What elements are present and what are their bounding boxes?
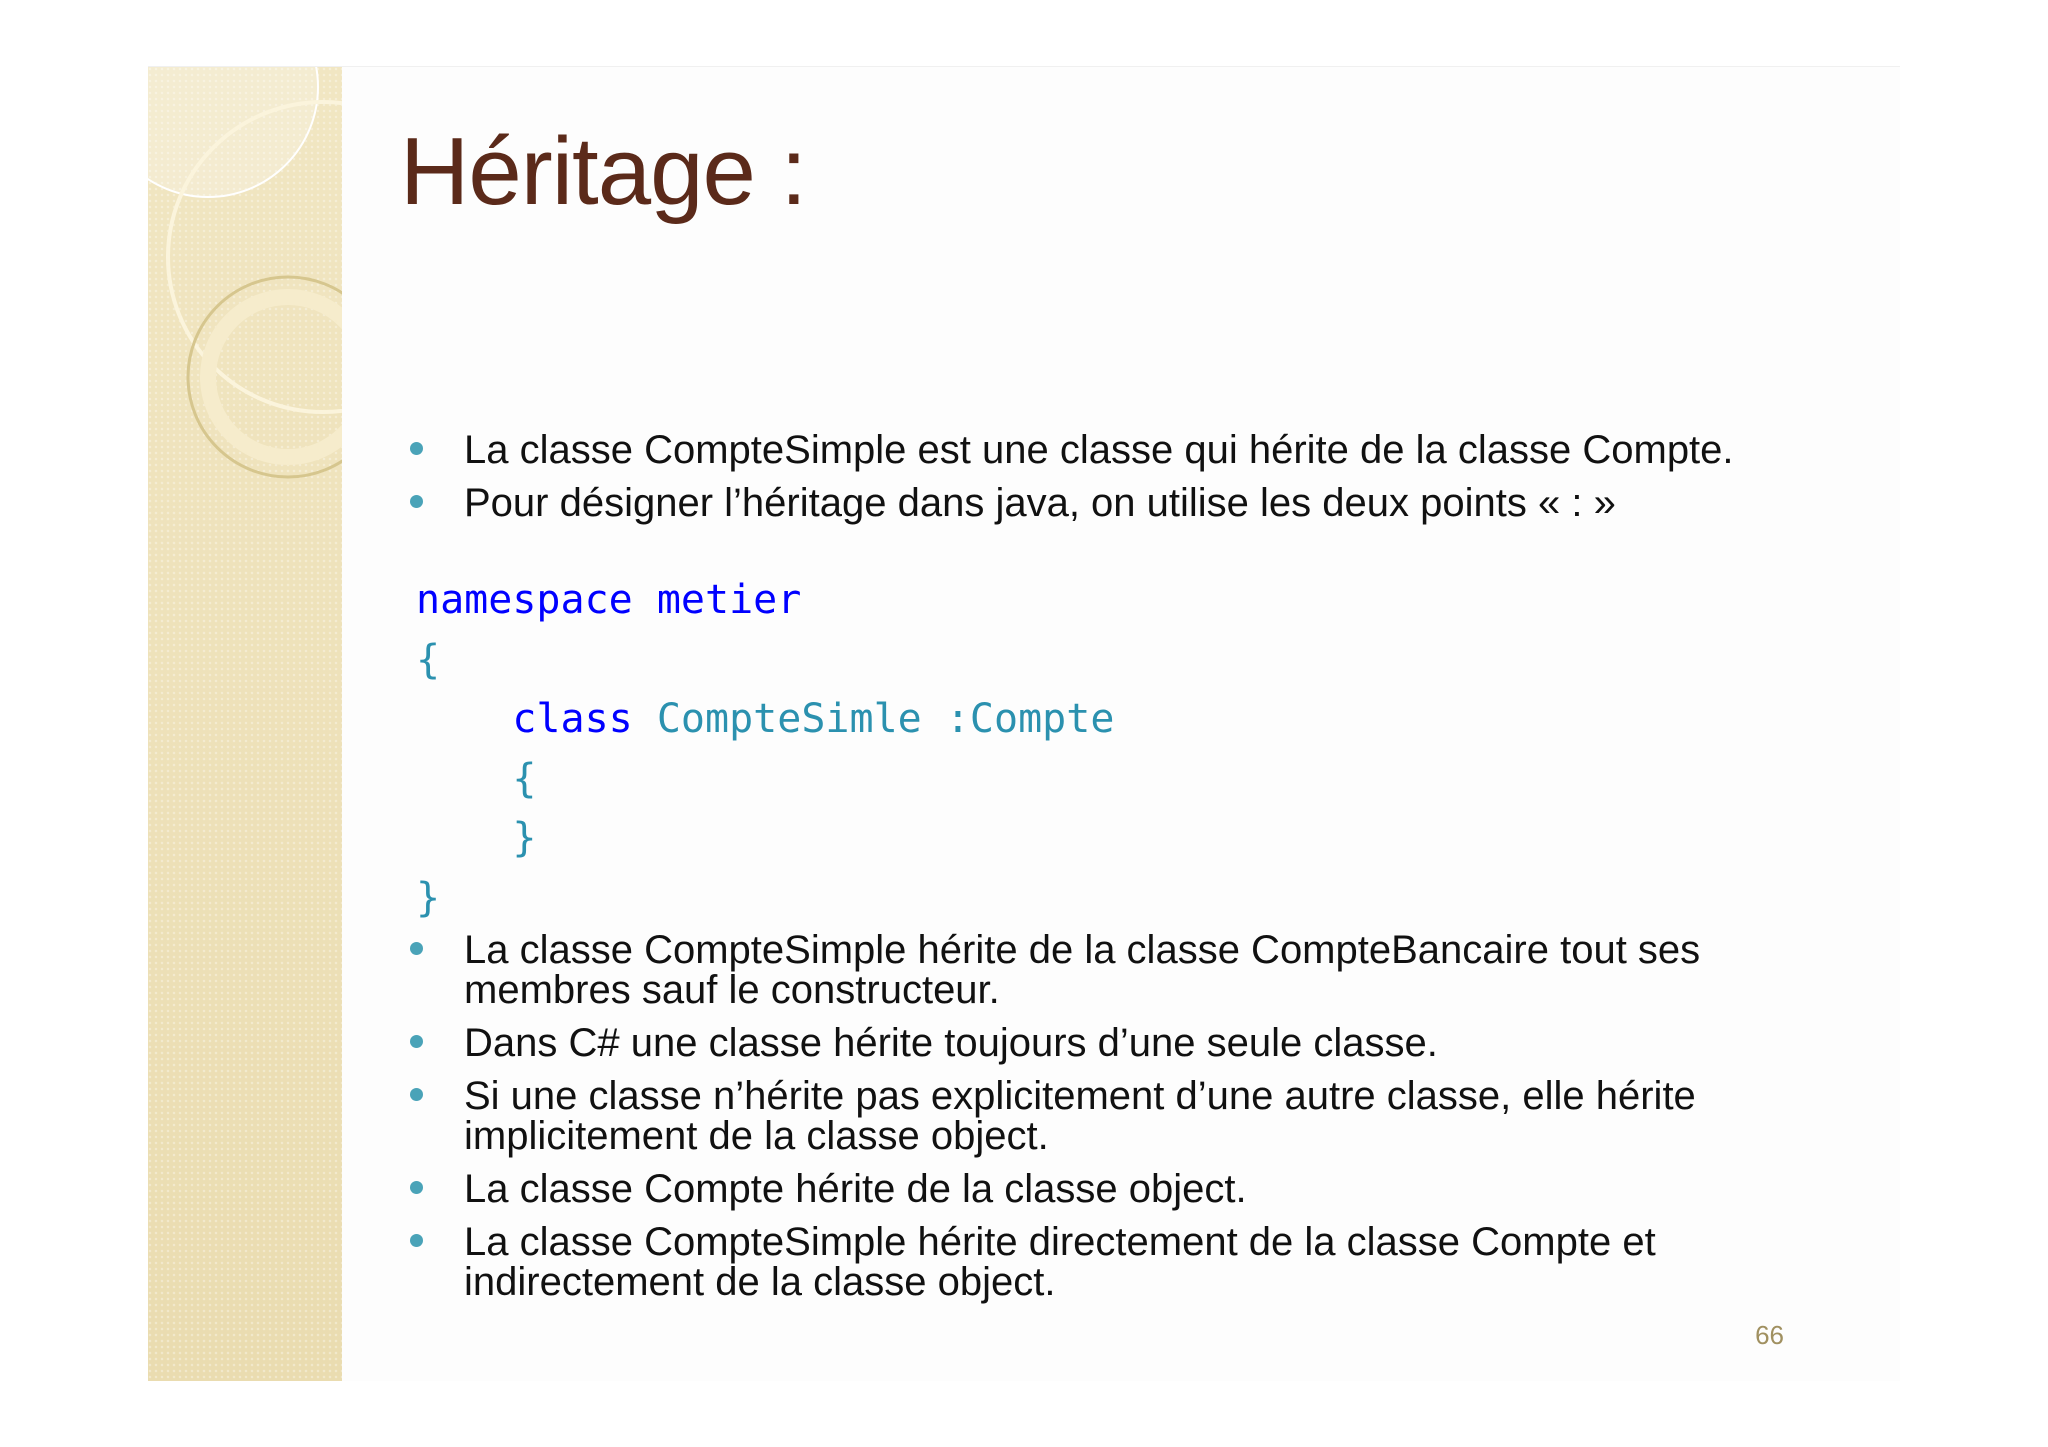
list-item xyxy=(410,930,1810,1010)
code-brace: } xyxy=(512,815,537,861)
page-number: 66 xyxy=(1755,1320,1784,1350)
bullet-icon xyxy=(410,1088,423,1101)
code-base-class: :Compte xyxy=(945,696,1115,742)
code-brace: } xyxy=(416,874,441,921)
decorative-sidebar xyxy=(148,67,342,1381)
bullet-list-top xyxy=(410,430,1810,536)
code-brace: { xyxy=(416,636,441,683)
code-keyword: namespace xyxy=(416,577,633,623)
bullet-text: Dans C# une classe hérite toujours d’une seule classe. xyxy=(464,1021,1438,1065)
list-item xyxy=(410,1023,1810,1063)
bullet-text: La classe CompteSimple est une classe qui hérite de la classe Compte. xyxy=(464,428,1734,472)
bullet-text: Si une classe n’hérite pas explicitement d’une autre classe, elle hérite implicitement de la classe object. xyxy=(464,1074,1696,1158)
decorative-circles-icon xyxy=(148,67,342,1381)
slide-title: Héritage : xyxy=(400,118,807,225)
bullet-text: La classe CompteSimple hérite directement de la classe Compte et indirectement de la classe object. xyxy=(464,1220,1656,1304)
bullet-icon xyxy=(410,495,423,508)
code-brace: { xyxy=(512,755,537,802)
bullet-text: La classe Compte hérite de la classe object. xyxy=(464,1167,1247,1211)
bullet-icon xyxy=(410,1234,423,1247)
list-item xyxy=(410,1169,1810,1209)
list-item xyxy=(410,430,1810,470)
code-block xyxy=(416,571,1114,928)
list-item xyxy=(410,483,1810,523)
bullet-icon xyxy=(410,1181,423,1194)
code-keyword: class xyxy=(512,696,633,742)
code-class-name: CompteSimle xyxy=(656,696,922,742)
bullet-text: La classe CompteSimple hérite de la classe CompteBancaire tout ses membres sauf le constructeur. xyxy=(464,928,1701,1012)
code-namespace-name: metier xyxy=(656,577,802,623)
bullet-text: Pour désigner l’héritage dans java, on utilise les deux points « : » xyxy=(464,481,1616,525)
list-item xyxy=(410,1076,1810,1156)
bullet-list-bottom xyxy=(410,930,1810,1315)
slide xyxy=(148,66,1900,1381)
bullet-icon xyxy=(410,442,423,455)
bullet-icon xyxy=(410,1035,423,1048)
list-item xyxy=(410,1222,1810,1302)
bullet-icon xyxy=(410,942,423,955)
